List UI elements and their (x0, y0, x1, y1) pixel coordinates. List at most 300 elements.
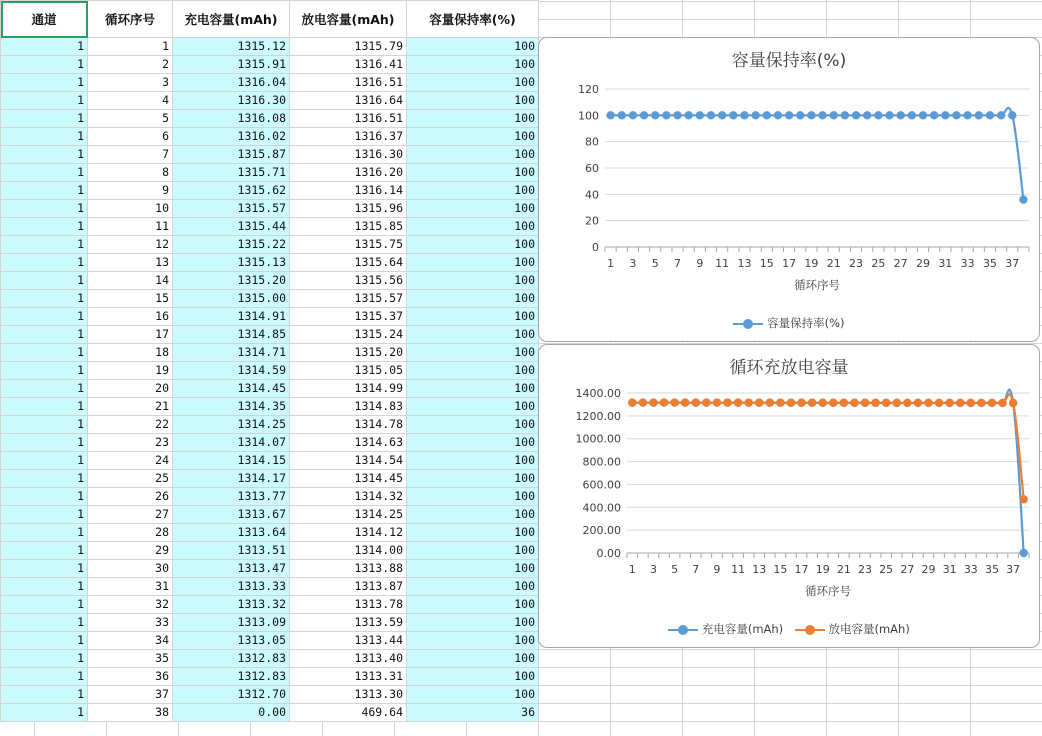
cell-capacity-retention[interactable]: 100 (407, 344, 539, 362)
cell-cycle-number[interactable]: 9 (88, 182, 173, 200)
cell-capacity-retention[interactable]: 100 (407, 182, 539, 200)
y-tick-label: 0 (592, 241, 599, 254)
x-tick-label: 7 (692, 563, 700, 576)
cell-channel[interactable]: 1 (1, 56, 88, 74)
data-point (707, 111, 715, 119)
cell-channel[interactable]: 1 (1, 470, 88, 488)
y-tick-label: 200.00 (582, 524, 621, 538)
cell-cycle-number[interactable]: 11 (88, 218, 173, 236)
cell-channel[interactable]: 1 (1, 362, 88, 380)
cell-channel[interactable]: 1 (1, 128, 88, 146)
x-tick-label: 7 (674, 257, 682, 270)
cell-charge-capacity[interactable]: 1313.05 (173, 632, 290, 650)
cell-cycle-number[interactable]: 28 (88, 524, 173, 542)
data-point (651, 111, 659, 119)
cell-capacity-retention[interactable]: 100 (407, 218, 539, 236)
cell-charge-capacity[interactable]: 1315.12 (173, 38, 290, 56)
cell-charge-capacity[interactable]: 1314.17 (173, 470, 290, 488)
cell-capacity-retention[interactable]: 100 (407, 254, 539, 272)
cell-channel[interactable]: 1 (1, 452, 88, 470)
cell-capacity-retention[interactable]: 100 (407, 164, 539, 182)
cell-discharge-capacity[interactable]: 1316.51 (290, 110, 407, 128)
cell-capacity-retention[interactable]: 100 (407, 290, 539, 308)
cell-capacity-retention[interactable]: 100 (407, 578, 539, 596)
legend-item (795, 621, 910, 637)
cell-discharge-capacity[interactable]: 1314.63 (290, 434, 407, 452)
y-tick-label: 40 (585, 188, 599, 202)
cell-discharge-capacity[interactable]: 1313.40 (290, 650, 407, 668)
x-tick-label: 35 (984, 563, 999, 576)
data-point (945, 399, 953, 407)
cell-cycle-number[interactable]: 7 (88, 146, 173, 164)
cell-cycle-number[interactable]: 22 (88, 416, 173, 434)
data-point (629, 111, 637, 119)
table-row (1, 704, 539, 722)
cell-cycle-number[interactable]: 13 (88, 254, 173, 272)
table-row (1, 380, 539, 398)
cell-charge-capacity[interactable]: 1314.35 (173, 398, 290, 416)
capacity-chart[interactable] (538, 344, 1040, 648)
cell-charge-capacity[interactable]: 1315.13 (173, 254, 290, 272)
cell-channel[interactable]: 1 (1, 308, 88, 326)
data-point (618, 111, 626, 119)
table-row (1, 470, 539, 488)
cell-cycle-number[interactable]: 27 (88, 506, 173, 524)
cell-capacity-retention[interactable]: 100 (407, 236, 539, 254)
cell-channel[interactable]: 1 (1, 326, 88, 344)
cell-cycle-number[interactable]: 33 (88, 614, 173, 632)
x-axis-title: 循环序号 (805, 584, 851, 598)
cell-discharge-capacity[interactable]: 1316.14 (290, 182, 407, 200)
cell-cycle-number[interactable]: 15 (88, 290, 173, 308)
table-row (1, 146, 539, 164)
cell-channel[interactable]: 1 (1, 506, 88, 524)
cell-channel[interactable]: 1 (1, 344, 88, 362)
cell-channel[interactable]: 1 (1, 686, 88, 704)
cell-cycle-number[interactable]: 23 (88, 434, 173, 452)
x-tick-label: 13 (737, 257, 752, 270)
cell-discharge-capacity[interactable]: 1314.78 (290, 416, 407, 434)
cell-charge-capacity[interactable]: 1315.44 (173, 218, 290, 236)
data-point (755, 398, 763, 406)
cell-charge-capacity[interactable]: 1313.64 (173, 524, 290, 542)
cell-capacity-retention[interactable]: 100 (407, 398, 539, 416)
cell-capacity-retention[interactable]: 100 (407, 110, 539, 128)
cell-charge-capacity[interactable]: 1314.91 (173, 308, 290, 326)
cell-charge-capacity[interactable]: 1314.07 (173, 434, 290, 452)
table-row (1, 92, 539, 110)
cell-channel[interactable]: 1 (1, 164, 88, 182)
cell-capacity-retention[interactable]: 100 (407, 308, 539, 326)
cell-capacity-retention[interactable]: 100 (407, 650, 539, 668)
data-point (673, 111, 681, 119)
cell-capacity-retention[interactable]: 100 (407, 632, 539, 650)
cell-discharge-capacity[interactable]: 1313.87 (290, 578, 407, 596)
cell-channel[interactable]: 1 (1, 218, 88, 236)
series-line (632, 390, 1023, 553)
data-point (649, 398, 657, 406)
table-row (1, 56, 539, 74)
data-point (639, 398, 647, 406)
cell-charge-capacity[interactable]: 1313.09 (173, 614, 290, 632)
x-tick-label: 13 (752, 563, 767, 576)
cell-capacity-retention[interactable]: 100 (407, 524, 539, 542)
series-line (611, 108, 1024, 200)
data-point (763, 111, 771, 119)
cell-channel[interactable]: 1 (1, 146, 88, 164)
data-point (740, 111, 748, 119)
cell-capacity-retention[interactable]: 100 (407, 416, 539, 434)
cell-charge-capacity[interactable]: 1313.51 (173, 542, 290, 560)
cell-discharge-capacity[interactable]: 1315.56 (290, 272, 407, 290)
table-row (1, 542, 539, 560)
cell-charge-capacity[interactable]: 1314.85 (173, 326, 290, 344)
cell-capacity-retention[interactable]: 100 (407, 452, 539, 470)
cell-discharge-capacity[interactable]: 1315.79 (290, 38, 407, 56)
data-point (871, 399, 879, 407)
data-point (1020, 549, 1028, 557)
header-cell-discharge-capacity[interactable]: 放电容量(mAh) (290, 1, 407, 38)
cell-discharge-capacity[interactable]: 1314.99 (290, 380, 407, 398)
table-row (1, 398, 539, 416)
data-point (807, 111, 815, 119)
cell-charge-capacity[interactable]: 1316.04 (173, 74, 290, 92)
cell-channel[interactable]: 1 (1, 614, 88, 632)
cell-charge-capacity[interactable]: 1313.67 (173, 506, 290, 524)
cell-discharge-capacity[interactable]: 1316.41 (290, 56, 407, 74)
data-point (744, 398, 752, 406)
retention-plot-area (539, 38, 1041, 343)
cell-cycle-number[interactable]: 1 (88, 38, 173, 56)
cell-discharge-capacity[interactable]: 1314.32 (290, 488, 407, 506)
cell-channel[interactable]: 1 (1, 650, 88, 668)
cell-charge-capacity[interactable]: 1316.02 (173, 128, 290, 146)
cell-charge-capacity[interactable]: 1315.20 (173, 272, 290, 290)
cell-cycle-number[interactable]: 19 (88, 362, 173, 380)
x-tick-label: 37 (1006, 563, 1021, 576)
cell-charge-capacity[interactable]: 1312.70 (173, 686, 290, 704)
data-point (997, 111, 1005, 119)
cell-capacity-retention[interactable]: 100 (407, 200, 539, 218)
cell-cycle-number[interactable]: 5 (88, 110, 173, 128)
header-cell-channel[interactable]: 通道 (1, 1, 88, 38)
table-row (1, 668, 539, 686)
cell-channel[interactable]: 1 (1, 542, 88, 560)
cell-charge-capacity[interactable]: 1314.15 (173, 452, 290, 470)
cell-cycle-number[interactable]: 20 (88, 380, 173, 398)
cell-channel[interactable]: 1 (1, 272, 88, 290)
cell-charge-capacity[interactable]: 1313.32 (173, 596, 290, 614)
cell-channel[interactable]: 1 (1, 578, 88, 596)
cell-cycle-number[interactable]: 12 (88, 236, 173, 254)
cell-cycle-number[interactable]: 16 (88, 308, 173, 326)
cell-capacity-retention[interactable]: 100 (407, 92, 539, 110)
chart-legend (539, 621, 1039, 637)
data-point (874, 111, 882, 119)
cell-charge-capacity[interactable]: 1313.33 (173, 578, 290, 596)
header-cell-cycle-number[interactable]: 循环序号 (88, 1, 173, 38)
cell-channel[interactable]: 1 (1, 704, 88, 722)
cell-capacity-retention[interactable]: 100 (407, 380, 539, 398)
cell-discharge-capacity[interactable]: 1316.51 (290, 74, 407, 92)
cell-charge-capacity[interactable]: 1316.30 (173, 92, 290, 110)
cell-discharge-capacity[interactable]: 1313.78 (290, 596, 407, 614)
cell-cycle-number[interactable]: 4 (88, 92, 173, 110)
cell-cycle-number[interactable]: 36 (88, 668, 173, 686)
y-tick-label: 1000.00 (575, 432, 621, 446)
data-point (628, 398, 636, 406)
data-point (723, 398, 731, 406)
cell-discharge-capacity[interactable]: 1315.37 (290, 308, 407, 326)
cell-channel[interactable]: 1 (1, 236, 88, 254)
data-point (935, 399, 943, 407)
cell-discharge-capacity[interactable]: 1316.20 (290, 164, 407, 182)
cell-charge-capacity[interactable]: 1312.83 (173, 668, 290, 686)
cell-channel[interactable]: 1 (1, 524, 88, 542)
cell-discharge-capacity[interactable]: 1314.83 (290, 398, 407, 416)
cell-discharge-capacity[interactable]: 1315.20 (290, 344, 407, 362)
y-tick-label: 400.00 (582, 501, 621, 515)
cell-cycle-number[interactable]: 37 (88, 686, 173, 704)
cell-channel[interactable]: 1 (1, 596, 88, 614)
cell-cycle-number[interactable]: 10 (88, 200, 173, 218)
cell-capacity-retention[interactable]: 100 (407, 56, 539, 74)
x-tick-label: 9 (713, 563, 721, 576)
cell-discharge-capacity[interactable]: 1314.12 (290, 524, 407, 542)
x-tick-label: 29 (921, 563, 936, 576)
cell-channel[interactable]: 1 (1, 380, 88, 398)
cell-cycle-number[interactable]: 6 (88, 128, 173, 146)
x-tick-label: 31 (942, 563, 957, 576)
cell-channel[interactable]: 1 (1, 560, 88, 578)
cell-capacity-retention[interactable]: 100 (407, 434, 539, 452)
cell-capacity-retention[interactable]: 100 (407, 146, 539, 164)
cell-charge-capacity[interactable]: 1315.00 (173, 290, 290, 308)
cell-channel[interactable]: 1 (1, 488, 88, 506)
data-point (734, 398, 742, 406)
cell-discharge-capacity[interactable]: 1313.44 (290, 632, 407, 650)
cell-channel[interactable]: 1 (1, 200, 88, 218)
cell-discharge-capacity[interactable]: 1316.30 (290, 146, 407, 164)
y-tick-label: 100 (578, 109, 599, 123)
header-cell-charge-capacity[interactable]: 充电容量(mAh) (173, 1, 290, 38)
cell-capacity-retention[interactable]: 100 (407, 614, 539, 632)
cell-discharge-capacity[interactable]: 1313.88 (290, 560, 407, 578)
cell-discharge-capacity[interactable]: 1315.05 (290, 362, 407, 380)
cell-channel[interactable]: 1 (1, 110, 88, 128)
x-tick-label: 5 (671, 563, 679, 576)
legend-label: 充电容量(mAh) (701, 622, 784, 636)
cell-cycle-number[interactable]: 14 (88, 272, 173, 290)
cell-channel[interactable]: 1 (1, 668, 88, 686)
retention-chart[interactable] (538, 37, 1040, 342)
data-point (681, 398, 689, 406)
cell-charge-capacity[interactable]: 1315.62 (173, 182, 290, 200)
cell-charge-capacity[interactable]: 1314.25 (173, 416, 290, 434)
data-point (1019, 195, 1027, 203)
x-tick-label: 23 (858, 563, 873, 576)
cell-capacity-retention[interactable]: 100 (407, 470, 539, 488)
data-point (692, 398, 700, 406)
cell-discharge-capacity[interactable]: 1315.24 (290, 326, 407, 344)
cell-cycle-number[interactable]: 38 (88, 704, 173, 722)
cell-charge-capacity[interactable]: 1315.57 (173, 200, 290, 218)
data-point (998, 399, 1006, 407)
cell-capacity-retention[interactable]: 100 (407, 668, 539, 686)
cell-channel[interactable]: 1 (1, 290, 88, 308)
data-point (766, 398, 774, 406)
table-row (1, 128, 539, 146)
cell-charge-capacity[interactable]: 1315.91 (173, 56, 290, 74)
data-point (896, 111, 904, 119)
header-cell-capacity-retention[interactable]: 容量保持率(%) (407, 1, 539, 38)
cell-charge-capacity[interactable]: 1313.47 (173, 560, 290, 578)
cell-cycle-number[interactable]: 25 (88, 470, 173, 488)
cell-cycle-number[interactable]: 2 (88, 56, 173, 74)
table-row (1, 218, 539, 236)
cell-channel[interactable]: 1 (1, 632, 88, 650)
x-tick-label: 29 (916, 257, 930, 270)
cell-channel[interactable]: 1 (1, 92, 88, 110)
cell-capacity-retention[interactable]: 100 (407, 272, 539, 290)
cell-cycle-number[interactable]: 8 (88, 164, 173, 182)
data-point (774, 111, 782, 119)
table-row (1, 164, 539, 182)
x-tick-label: 3 (629, 257, 637, 270)
table-row (1, 110, 539, 128)
cell-capacity-retention[interactable]: 100 (407, 326, 539, 344)
cell-cycle-number[interactable]: 24 (88, 452, 173, 470)
cell-cycle-number[interactable]: 18 (88, 344, 173, 362)
table-row (1, 524, 539, 542)
table-row (1, 560, 539, 578)
cell-discharge-capacity[interactable]: 1314.25 (290, 506, 407, 524)
cell-channel[interactable]: 1 (1, 434, 88, 452)
cell-cycle-number[interactable]: 35 (88, 650, 173, 668)
cell-discharge-capacity[interactable]: 1313.30 (290, 686, 407, 704)
cell-discharge-capacity[interactable]: 1316.64 (290, 92, 407, 110)
cell-cycle-number[interactable]: 30 (88, 560, 173, 578)
cell-discharge-capacity[interactable]: 1314.54 (290, 452, 407, 470)
cell-cycle-number[interactable]: 26 (88, 488, 173, 506)
x-tick-label: 3 (649, 563, 657, 576)
data-point (718, 111, 726, 119)
cell-discharge-capacity[interactable]: 469.64 (290, 704, 407, 722)
cell-cycle-number[interactable]: 32 (88, 596, 173, 614)
cell-charge-capacity[interactable]: 1314.45 (173, 380, 290, 398)
table-row (1, 416, 539, 434)
legend-marker-icon (795, 625, 825, 635)
y-tick-label: 800.00 (582, 455, 621, 469)
cell-charge-capacity[interactable]: 1314.59 (173, 362, 290, 380)
cell-capacity-retention[interactable]: 100 (407, 542, 539, 560)
legend-item (733, 315, 844, 331)
x-tick-label: 37 (1005, 257, 1020, 270)
cell-discharge-capacity[interactable]: 1315.85 (290, 218, 407, 236)
data-point (1020, 495, 1028, 503)
cell-cycle-number[interactable]: 34 (88, 632, 173, 650)
table-row (1, 506, 539, 524)
cell-channel[interactable]: 1 (1, 254, 88, 272)
x-tick-label: 5 (651, 257, 659, 270)
cell-channel[interactable]: 1 (1, 398, 88, 416)
cell-cycle-number[interactable]: 3 (88, 74, 173, 92)
y-tick-label: 1200.00 (575, 409, 621, 423)
cell-discharge-capacity[interactable]: 1315.64 (290, 254, 407, 272)
cell-capacity-retention[interactable]: 100 (407, 686, 539, 704)
cell-discharge-capacity[interactable]: 1314.45 (290, 470, 407, 488)
cell-capacity-retention[interactable]: 100 (407, 74, 539, 92)
cell-cycle-number[interactable]: 31 (88, 578, 173, 596)
cell-cycle-number[interactable]: 21 (88, 398, 173, 416)
cell-discharge-capacity[interactable]: 1313.31 (290, 668, 407, 686)
x-tick-label: 27 (900, 563, 915, 576)
cell-charge-capacity[interactable]: 1315.22 (173, 236, 290, 254)
data-point (914, 399, 922, 407)
cell-discharge-capacity[interactable]: 1313.59 (290, 614, 407, 632)
cell-capacity-retention[interactable]: 100 (407, 506, 539, 524)
cell-channel[interactable]: 1 (1, 416, 88, 434)
y-tick-label: 120 (578, 83, 599, 96)
cell-channel[interactable]: 1 (1, 182, 88, 200)
cell-charge-capacity[interactable]: 1313.77 (173, 488, 290, 506)
data-point (908, 111, 916, 119)
cell-discharge-capacity[interactable]: 1315.96 (290, 200, 407, 218)
data-point (967, 399, 975, 407)
data-point (787, 398, 795, 406)
cell-discharge-capacity[interactable]: 1315.75 (290, 236, 407, 254)
data-point (861, 399, 869, 407)
cell-charge-capacity[interactable]: 1314.71 (173, 344, 290, 362)
cell-discharge-capacity[interactable]: 1316.37 (290, 128, 407, 146)
table-row (1, 488, 539, 506)
x-tick-label: 9 (696, 257, 704, 270)
cell-capacity-retention[interactable]: 100 (407, 596, 539, 614)
cell-charge-capacity[interactable]: 1315.71 (173, 164, 290, 182)
cell-cycle-number[interactable]: 17 (88, 326, 173, 344)
cell-charge-capacity[interactable]: 1315.87 (173, 146, 290, 164)
cell-capacity-retention[interactable]: 100 (407, 128, 539, 146)
x-tick-label: 11 (715, 257, 730, 270)
data-point (796, 111, 804, 119)
cell-channel[interactable]: 1 (1, 38, 88, 56)
table-row (1, 38, 539, 56)
cell-discharge-capacity[interactable]: 1315.57 (290, 290, 407, 308)
legend-label: 放电容量(mAh) (828, 622, 910, 636)
data-point (919, 111, 927, 119)
cell-capacity-retention[interactable]: 100 (407, 38, 539, 56)
cell-discharge-capacity[interactable]: 1314.00 (290, 542, 407, 560)
data-point (797, 398, 805, 406)
cell-capacity-retention[interactable]: 36 (407, 704, 539, 722)
legend-item (668, 621, 783, 637)
header-row (1, 1, 539, 38)
data-point (903, 399, 911, 407)
cell-charge-capacity[interactable]: 1316.08 (173, 110, 290, 128)
cell-charge-capacity[interactable]: 1312.83 (173, 650, 290, 668)
cell-capacity-retention[interactable]: 100 (407, 488, 539, 506)
cell-capacity-retention[interactable]: 100 (407, 362, 539, 380)
chart-legend (539, 315, 1039, 331)
data-point (885, 111, 893, 119)
data-point (924, 399, 932, 407)
cell-charge-capacity[interactable]: 0.00 (173, 704, 290, 722)
cell-channel[interactable]: 1 (1, 74, 88, 92)
cell-cycle-number[interactable]: 29 (88, 542, 173, 560)
x-axis-title: 循环序号 (794, 278, 840, 292)
y-tick-label: 80 (585, 135, 599, 149)
cell-capacity-retention[interactable]: 100 (407, 560, 539, 578)
